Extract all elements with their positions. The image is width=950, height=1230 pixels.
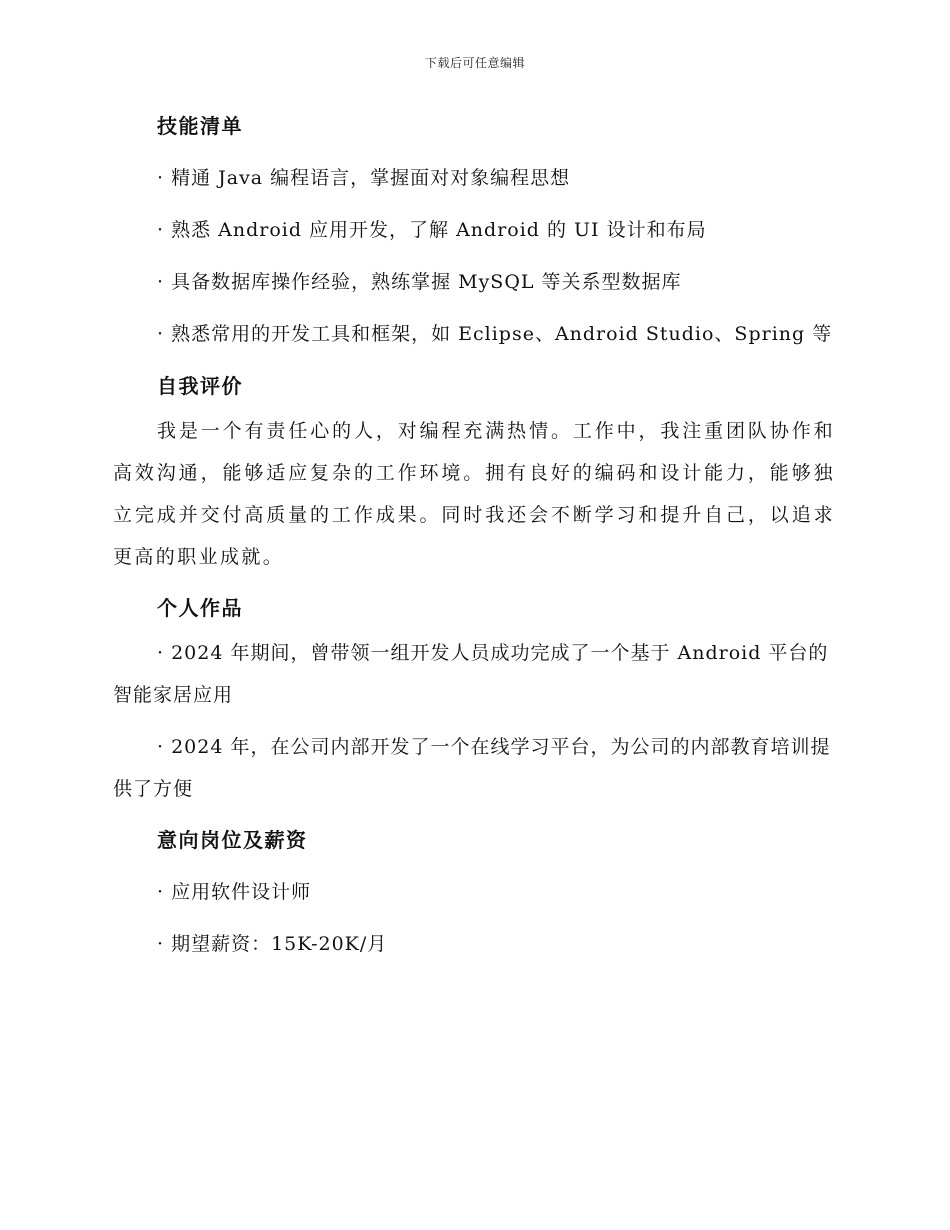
work-item: · 2024 年期间，曾带领一组开发人员成功完成了一个基于 Android 平台的智能家居应用 xyxy=(113,642,829,706)
skill-item: · 具备数据库操作经验，熟练掌握 MySQL 等关系型数据库 xyxy=(157,271,682,293)
section-title-self-evaluation: 自我评价 xyxy=(157,374,243,398)
page-header-note: 下载后可任意编辑 xyxy=(424,56,525,70)
section-title-works: 个人作品 xyxy=(157,596,243,620)
section-title-position: 意向岗位及薪资 xyxy=(157,828,308,852)
self-evaluation-paragraph: 我是一个有责任心的人，对编程充满热情。工作中，我注重团队协作和高效沟通，能够适应复杂的工作环境。拥有良好的编码和设计能力，能够独立完成并交付高质量的工作成果。同时我还会不断学习和提升自己，以追求更高的职业成就。 xyxy=(113,420,835,568)
skill-item: · 精通 Java 编程语言，掌握面对对象编程思想 xyxy=(157,167,571,189)
skill-item: · 熟悉 Android 应用开发，了解 Android 的 UI 设计和布局 xyxy=(157,219,707,241)
work-item: · 2024 年，在公司内部开发了一个在线学习平台，为公司的内部教育培训提供了方便 xyxy=(113,736,831,800)
document-content xyxy=(113,112,835,958)
position-item: · 应用软件设计师 xyxy=(157,881,312,903)
salary-item: · 期望薪资：15K-20K/月 xyxy=(157,933,388,955)
section-title-skills: 技能清单 xyxy=(157,114,243,138)
skill-item: · 熟悉常用的开发工具和框架，如 Eclipse、Android Studio、Spring 等 xyxy=(157,323,833,345)
